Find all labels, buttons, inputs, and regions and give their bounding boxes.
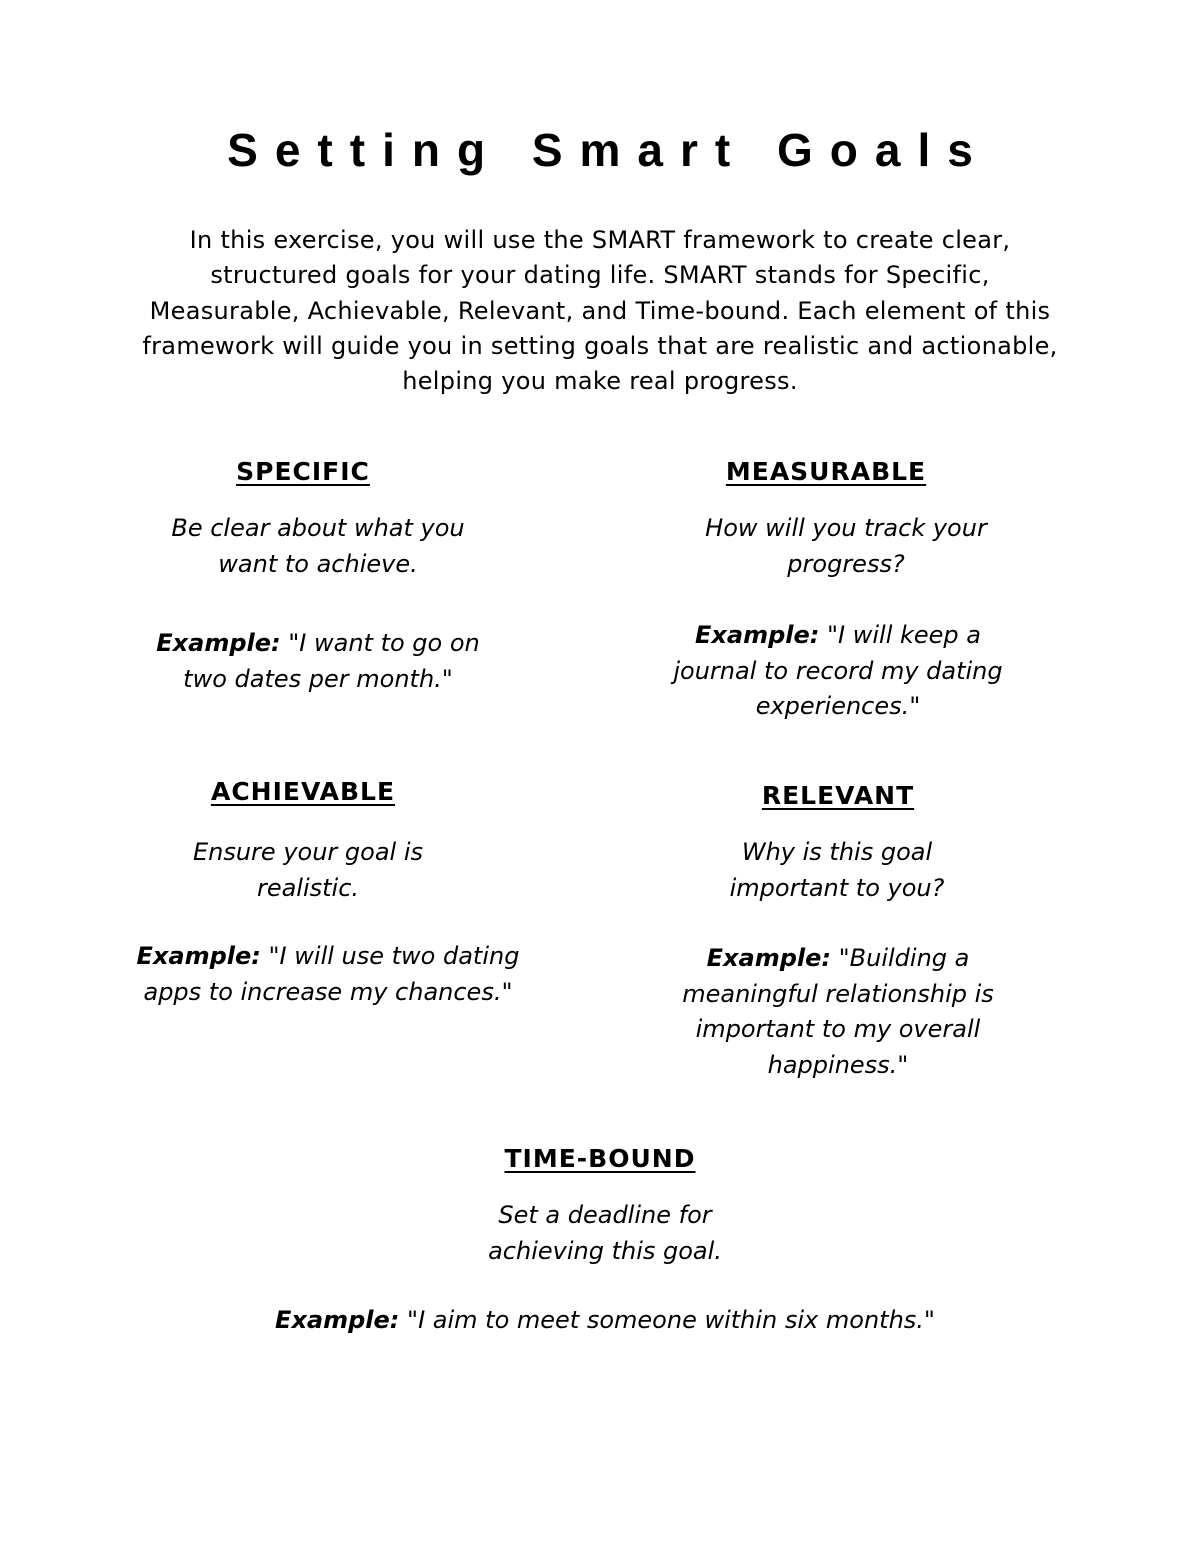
relevant-heading: RELEVANT (761, 781, 915, 810)
intro-paragraph: In this exercise, you will use the SMART framework to create clear, structured goals for your dating life. SMART stands for Specific, Measurable, Achievable, Relevant, and Time-bound. Each element of this framework will guide you in setting goals that are realistic and actionable, helping you make real progress. (142, 226, 1058, 396)
specific-example-label: Example: (156, 629, 281, 657)
timebound-description: Set a deadline for achieving this goal. (488, 1201, 722, 1265)
measurable-heading: MEASURABLE (725, 457, 927, 486)
page-title: Setting Smart Goals (227, 124, 990, 176)
specific-example (133, 626, 503, 697)
achievable-description: Ensure your goal is realistic. (192, 838, 424, 902)
relevant-example-text: "Building a meaningful relationship is important to my overall happiness." (682, 944, 994, 1079)
achievable-example-label: Example: (136, 942, 261, 970)
timebound-example (200, 1303, 1010, 1339)
specific-example-text: "I want to go on two dates per month." (183, 629, 480, 693)
relevant-example-label: Example: (706, 944, 831, 972)
relevant-description: Why is this goal important to you? (729, 838, 945, 902)
achievable-heading: ACHIEVABLE (210, 777, 396, 806)
achievable-example-text: "I will use two dating apps to increase my chances." (143, 942, 520, 1006)
measurable-example-text: "I will keep a journal to record my dating experiences." (673, 621, 1003, 720)
specific-heading: SPECIFIC (236, 457, 370, 486)
relevant-example (653, 941, 1023, 1083)
measurable-example (673, 618, 1003, 725)
specific-description: Be clear about what you want to achieve. (171, 514, 465, 578)
timebound-heading: TIME-BOUND (504, 1144, 696, 1173)
measurable-example-label: Example: (695, 621, 820, 649)
measurable-description: How will you track your progress? (705, 514, 987, 578)
timebound-example-text: "I aim to meet someone within six months." (399, 1306, 935, 1334)
timebound-example-label: Example: (275, 1306, 400, 1334)
achievable-example (133, 939, 523, 1010)
